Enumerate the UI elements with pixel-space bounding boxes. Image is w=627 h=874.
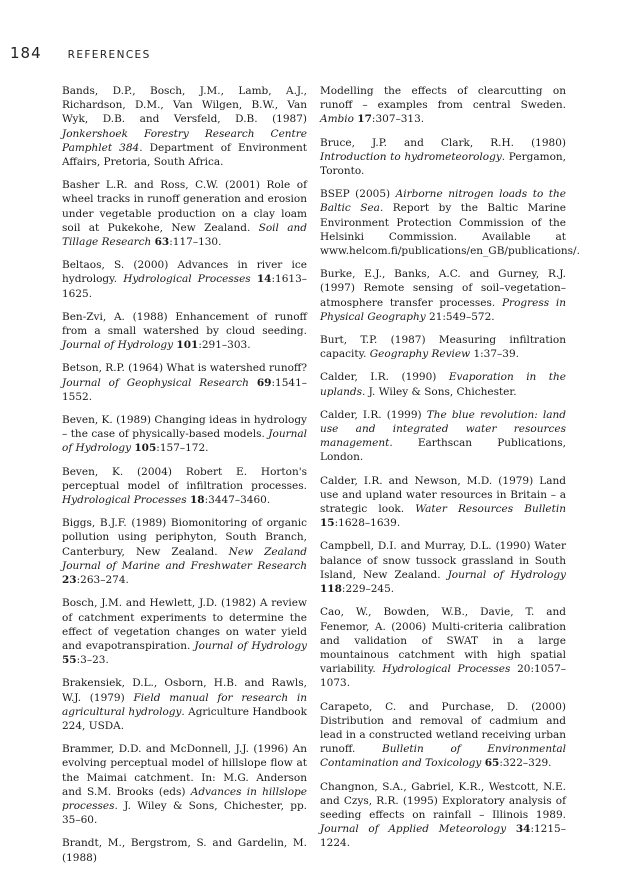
reference-title: Bulletin of Environmental Contamination and Toxicology bbox=[320, 743, 566, 770]
reference-vol: 14 bbox=[256, 273, 272, 286]
reference-entry bbox=[62, 178, 307, 249]
reference-vol: 34 bbox=[515, 823, 531, 836]
reference-entry bbox=[62, 361, 307, 404]
reference-vol: 15 bbox=[320, 517, 335, 530]
right-column bbox=[320, 84, 580, 860]
reference-pre: Basher L.R. and Ross, C.W. (2001) Role of wheel tracks in runoff generation and erosion under vegetable production on a clay loam soil at Pukekohe, New Zealand. bbox=[62, 179, 307, 234]
reference-pages: :157–172. bbox=[156, 442, 209, 455]
reference-entry bbox=[62, 258, 307, 301]
reference-title: Introduction to hydrometeorology bbox=[320, 150, 502, 163]
reference-pages: 21:549–572. bbox=[429, 310, 495, 323]
reference-pre: Burt, T.P. (1987) Measuring infiltration capacity. bbox=[320, 334, 566, 361]
reference-post: . Report by the Baltic Marine Environment Protection Commission of the Helsinki Commission. Available at www.helcom.fi/publications/en_GB/publications/. bbox=[320, 202, 580, 258]
reference-pre: Beltaos, S. (2000) Advances in river ice hydrology. bbox=[62, 259, 307, 286]
reference-pages: :1628–1639. bbox=[334, 517, 401, 530]
reference-pre: Bruce, J.P. and Clark, R.H. (1980) bbox=[320, 136, 566, 149]
reference-pages: :1613–1625. bbox=[62, 273, 307, 300]
reference-vol: 55 bbox=[62, 654, 77, 667]
reference-title: Journal of Hydrology bbox=[62, 339, 174, 352]
reference-pages: :291–303. bbox=[198, 339, 251, 352]
reference-entry bbox=[320, 539, 566, 596]
reference-entry bbox=[320, 333, 566, 361]
reference-entry bbox=[62, 413, 307, 456]
reference-entry bbox=[62, 310, 307, 353]
reference-pre: Changnon, S.A., Gabriel, K.R., Westcott, N.E. and Czys, R.R. (1995) Exploratory analysis of seeding effects on rainfall – Illinois 1989. bbox=[320, 780, 566, 821]
reference-title: New Zealand Journal of Marine and Freshwater Research bbox=[62, 545, 307, 572]
reference-pre: Biggs, B.J.F. (1989) Biomonitoring of organic pollution using periphyton, South Branch, Canterbury, New Zealand. bbox=[62, 517, 307, 558]
reference-title: Geography Review bbox=[369, 348, 471, 361]
reference-pre: Calder, I.R. (1990) bbox=[320, 371, 449, 384]
reference-pre: Bands, D.P., Bosch, J.M., Lamb, A.J., Richardson, D.M., Van Wilgen, B.W., Van Wyk, D.B. and Versfeld, D.B. (1987) bbox=[62, 85, 307, 126]
reference-vol: 69 bbox=[256, 376, 272, 389]
running-head: REFERENCES bbox=[67, 49, 151, 61]
reference-vol: 18 bbox=[189, 494, 205, 507]
reference-title: Journal of Hydrology bbox=[62, 428, 307, 455]
reference-post: . Agriculture Handbook 224, USDA. bbox=[62, 705, 307, 732]
reference-title: Hydrological Processes bbox=[62, 494, 187, 507]
reference-pre: Betson, R.P. (1964) What is watershed runoff? bbox=[62, 362, 307, 375]
reference-entry bbox=[62, 465, 307, 508]
reference-entry bbox=[320, 474, 566, 531]
reference-title: The blue revolution: land use and integrated water resources management bbox=[320, 408, 566, 450]
reference-vol: 23 bbox=[62, 574, 77, 587]
reference-entry bbox=[320, 780, 566, 851]
reference-title: Water Resources Bulletin bbox=[415, 503, 566, 516]
reference-pages: 20:1057–1073. bbox=[320, 663, 566, 690]
reference-title: Jonkershoek Forestry Research Centre Pamphlet 384 bbox=[62, 127, 307, 154]
reference-pages: :3–23. bbox=[76, 654, 109, 667]
reference-post bbox=[249, 377, 257, 389]
reference-pages: :263–274. bbox=[76, 574, 129, 587]
reference-entry bbox=[320, 136, 566, 179]
reference-entry bbox=[320, 605, 566, 690]
reference-pages: :117–130. bbox=[169, 236, 222, 249]
reference-pre: Carapeto, C. and Purchase, D. (2000) Distribution and removal of cadmium and lead in a constructed wetland receiving urban runoff. bbox=[320, 700, 566, 756]
reference-pre: Brandt, M., Bergstrom, S. and Gardelin, M. (1988) bbox=[62, 837, 307, 864]
reference-pre: Burke, E.J., Banks, A.C. and Gurney, R.J. (1997) Remote sensing of soil–vegetation–atmosphere transfer processes. bbox=[320, 268, 566, 309]
reference-pre: Calder, I.R. (1999) bbox=[320, 408, 427, 421]
reference-pages: :322–329. bbox=[499, 757, 552, 770]
reference-vol: 105 bbox=[134, 442, 157, 455]
reference-pre: Bosch, J.M. and Hewlett, J.D. (1982) A review of catchment experiments to determine the effect of vegetation changes on water yield and evapotranspiration. bbox=[62, 597, 307, 652]
reference-title: Airborne nitrogen loads to the Baltic Sea bbox=[320, 188, 567, 215]
reference-entry bbox=[320, 267, 566, 324]
reference-pre: Beven, K. (2004) Robert E. Horton's perceptual model of infiltration processes. bbox=[62, 465, 307, 492]
page-header bbox=[10, 44, 151, 64]
reference-pages: :307–313. bbox=[371, 113, 425, 126]
reference-title: Ambio bbox=[320, 113, 354, 126]
reference-post: . Earthscan Publications, London. bbox=[320, 437, 566, 464]
reference-pre: Campbell, D.I. and Murray, D.L. (1990) Water balance of snow tussock grassland in South Island, New Zealand. bbox=[320, 540, 566, 581]
reference-entry bbox=[62, 676, 307, 733]
reference-pre: Calder, I.R. and Newson, M.D. (1979) Land use and upland water resources in Britain – a strategic look. bbox=[320, 474, 566, 516]
reference-entry bbox=[320, 408, 566, 465]
reference-pre: BSEP (2005) bbox=[320, 188, 396, 201]
reference-entry bbox=[62, 84, 307, 169]
reference-post: . J. Wiley & Sons, Chichester. bbox=[361, 385, 517, 398]
reference-pages: :3447–3460. bbox=[204, 494, 271, 507]
reference-pre: Brammer, D.D. and McDonnell, J.J. (1996) An evolving perceptual model of hillslope flow at the Maimai catchment. In: M.G. Anderson and S.M. Brooks (eds) bbox=[62, 743, 307, 798]
reference-vol: 118 bbox=[320, 583, 342, 596]
reference-entry bbox=[320, 187, 580, 258]
reference-entry bbox=[320, 370, 566, 398]
reference-title: Progress in Physical Geography bbox=[320, 296, 566, 323]
left-column bbox=[62, 84, 307, 874]
reference-pre: Modelling the effects of clearcutting on runoff – examples from central Sweden. bbox=[320, 85, 566, 112]
page-number: 184 bbox=[10, 44, 42, 62]
reference-pages: 1:37–39. bbox=[473, 348, 519, 361]
reference-title: Evaporation in the uplands bbox=[320, 371, 566, 398]
reference-entry bbox=[62, 742, 307, 827]
reference-title: Field manual for research in agricultural hydrology bbox=[62, 691, 307, 718]
reference-post bbox=[506, 823, 516, 835]
reference-pages: :229–245. bbox=[341, 583, 395, 596]
reference-title: Journal of Applied Meteorology bbox=[320, 823, 507, 836]
reference-title: Hydrological Processes bbox=[123, 273, 251, 286]
reference-pages: :1541–1552. bbox=[62, 376, 307, 403]
reference-pre: Cao, W., Bowden, W.B., Davie, T. and Fenemor, A. (2006) Multi-criteria calibration and validation of SWAT in a large mountainous catchment with high spatial variability. bbox=[320, 606, 566, 676]
reference-pre: Ben-Zvi, A. (1988) Enhancement of runoff from a small watershed by cloud seeding. bbox=[62, 310, 307, 338]
reference-vol: 63 bbox=[154, 236, 170, 249]
reference-post: . J. Wiley & Sons, Chichester, pp. 35–60. bbox=[62, 799, 307, 827]
reference-entry bbox=[62, 516, 307, 587]
reference-title: Soil and Tillage Research bbox=[62, 221, 307, 249]
reference-post: . Pergamon, Toronto. bbox=[320, 150, 566, 178]
reference-title: Journal of Geophysical Research bbox=[62, 376, 249, 389]
reference-post: . Department of Environment Affairs, Pretoria, South Africa. bbox=[62, 141, 307, 169]
reference-vol: 17 bbox=[357, 113, 372, 126]
reference-entry bbox=[62, 596, 307, 667]
reference-entry bbox=[320, 700, 566, 771]
reference-title: Advances in hillslope processes bbox=[62, 785, 307, 812]
reference-title: Journal of Hydrology bbox=[447, 568, 566, 581]
reference-entry bbox=[320, 84, 566, 127]
reference-title: Journal of Hydrology bbox=[194, 639, 307, 652]
reference-pages: :1215–1224. bbox=[320, 823, 566, 850]
reference-title: Hydrological Processes bbox=[382, 663, 511, 676]
reference-vol: 65 bbox=[484, 757, 500, 770]
reference-vol: 101 bbox=[176, 339, 199, 352]
reference-pre: Beven, K. (1989) Changing ideas in hydrology – the case of physically-based models. bbox=[62, 414, 307, 441]
reference-entry bbox=[62, 836, 307, 864]
reference-pre: Brakensiek, D.L., Osborn, H.B. and Rawls, W.J. (1979) bbox=[62, 677, 307, 704]
